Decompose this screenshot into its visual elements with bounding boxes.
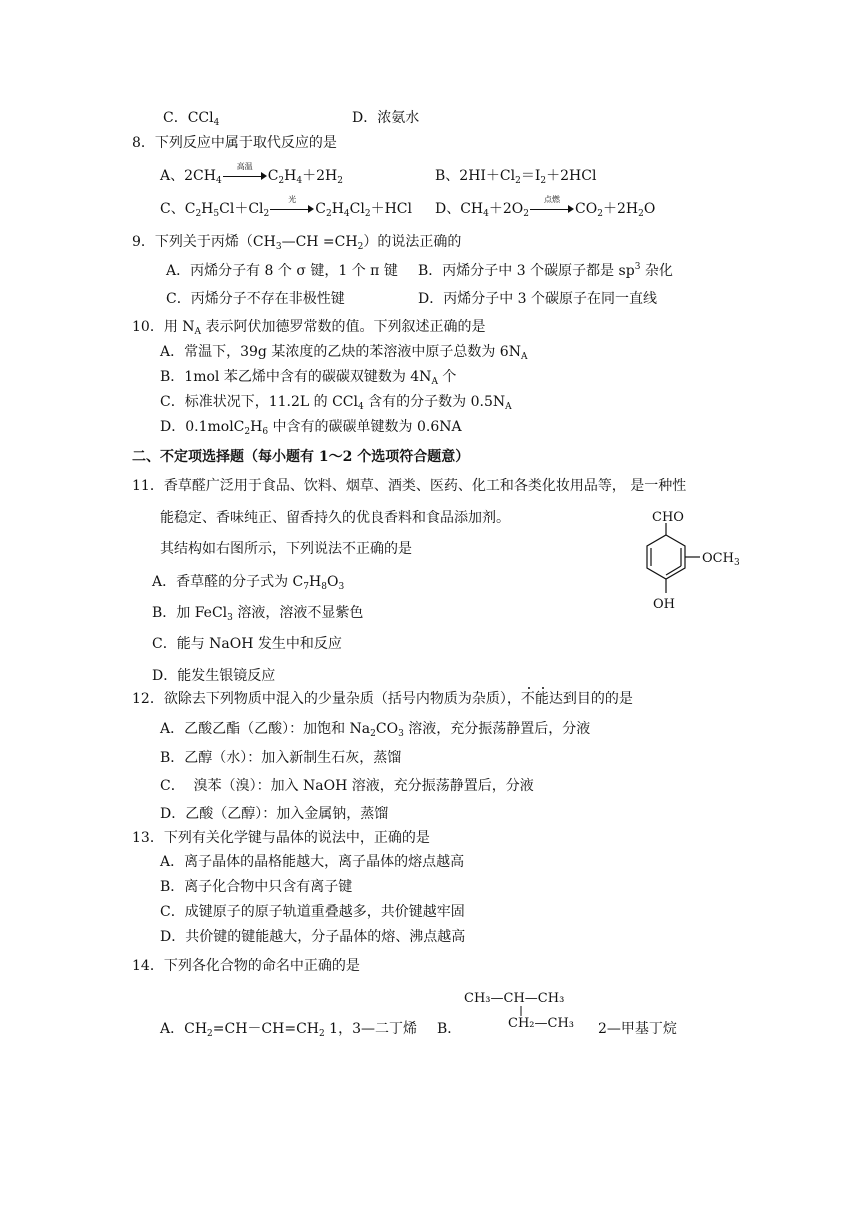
q14-stem: 14．下列各化合物的命名中正确的是 — [132, 958, 360, 974]
q14-option-b-name: 2—甲基丁烷 — [598, 1021, 677, 1037]
structure-branch: CH₂—CH₃ — [508, 1016, 574, 1031]
q12-stem: 12．欲除去下列物质中混入的少量杂质（括号内物质为杂质），不能达到目的的是 — [132, 691, 633, 707]
q10-stem: 10．用 $N_A$ 表示阿伏加德罗常数的值。下列叙述正确的是 — [132, 319, 486, 337]
struct-och3-label: $OCH_3$ — [702, 551, 740, 568]
q11-stem-line1: 11．香草醛广泛用于食品、饮料、烟草、酒类、医药、化工和各类化妆用品等， 是一种性 — [132, 478, 687, 494]
reaction-arrow: 光 — [270, 202, 314, 216]
q8-option-b: B、$2HI+Cl_2=I_2+2HCl$ — [435, 168, 597, 186]
q9-option-b: B．丙烯分子中 3 个碳原子都是 $sp^3$ 杂化 — [418, 262, 673, 279]
q7-option-d: D．浓氨水 — [352, 110, 420, 126]
emphasis-dot: 不 — [520, 691, 535, 707]
q13-option-b: B．离子化合物中只含有离子键 — [160, 879, 353, 895]
q12-option-c: C． 溴苯（溴）：加入 NaOH 溶液，充分振荡静置后，分液 — [160, 778, 534, 794]
vanillin-structure — [630, 505, 740, 623]
reaction-arrow: 高温 — [223, 169, 267, 183]
q11-stem-line3: 其结构如右图所示，下列说法不正确的是 — [160, 541, 412, 557]
q9-stem: 9．下列关于丙烯$(CH_3—CH =CH_2)$的说法正确的 — [132, 234, 462, 252]
q11-option-d: D．能发生银镜反应 — [152, 668, 276, 684]
q13-option-a: A．离子晶体的晶格能越大，离子晶体的熔点越高 — [160, 854, 465, 870]
q9-option-a: A．丙烯分子有 8 个 σ 键，1 个 π 键 — [166, 263, 398, 279]
q13-stem: 13．下列有关化学键与晶体的说法中，正确的是 — [132, 830, 430, 846]
emphasis-dot: 能 — [534, 691, 549, 707]
struct-oh-label: OH — [653, 597, 675, 612]
q11-stem-line2: 能稳定、香味纯正、留香持久的优良香料和食品添加剂。 — [160, 510, 510, 526]
q12-option-d: D．乙酸（乙醇）：加入金属钠，蒸馏 — [160, 806, 389, 822]
struct-cho-label: CHO — [652, 510, 684, 525]
q14-option-a: A．$CH_2=CH-CH=CH_2$ 1，3—二丁烯 — [160, 1021, 417, 1039]
q11-option-a: A．香草醛的分子式为 $C_7H_8O_3$ — [152, 574, 345, 592]
q8-option-c: C、$C_2H_5Cl+Cl_2$ 光 $C_2H_4Cl_2+HCl$ — [160, 195, 412, 219]
q13-option-c: C．成键原子的原子轨道重叠越多，共价键越牢固 — [160, 904, 465, 920]
q11-option-c: C．能与 NaOH 发生中和反应 — [152, 636, 342, 652]
q12-option-a: A．乙酸乙酯（乙酸）：加饱和 $Na_2CO_3$ 溶液，充分振荡静置后，分液 — [160, 721, 591, 739]
q13-option-d: D．共价键的键能越大，分子晶体的熔、沸点越高 — [160, 929, 466, 945]
q9-option-d: D．丙烯分子中 3 个碳原子在同一直线 — [418, 291, 658, 307]
q8-option-d: D、$CH_4+2O_2$ 点燃 $CO_2+2H_2O$ — [435, 195, 656, 219]
q14-option-b-label: B． — [437, 1021, 462, 1037]
q10-option-a: A．常温下，39g 某浓度的乙炔的苯溶液中原子总数为 $6N_A$ — [160, 344, 528, 362]
section-title: 二、不定项选择题（每小题有 1～2 个选项符合题意） — [132, 449, 470, 465]
q10-option-b: B．1mol 苯乙烯中含有的碳碳双键数为 $4N_A$ 个 — [160, 369, 457, 387]
structure-top-chain: CH₃—CH—CH₃ — [464, 991, 565, 1006]
q11-option-b: B．加 FeCl$_3$ 溶液，溶液不显紫色 — [152, 605, 364, 623]
q12-option-b: B．乙醇（水）：加入新制生石灰，蒸馏 — [160, 750, 402, 766]
q8-stem: 8．下列反应中属于取代反应的是 — [132, 135, 337, 151]
reaction-arrow: 点燃 — [530, 202, 574, 216]
q9-option-c: C．丙烯分子不存在非极性键 — [166, 291, 345, 307]
q10-option-d: D．$0.1molC_2H_6$ 中含有的碳碳单键数为 0.6NA — [160, 419, 462, 437]
q7-option-c: C．CCl$_4$ — [163, 110, 220, 128]
q14-b-structure — [460, 985, 590, 1035]
q10-option-c: C．标准状况下，11.2L 的 CCl$_4$ 含有的分子数为 $0.5N_A$ — [160, 394, 512, 412]
q8-option-a: A、$2CH_4$ 高温 $C_2H_4+2H_2$ — [160, 162, 343, 186]
